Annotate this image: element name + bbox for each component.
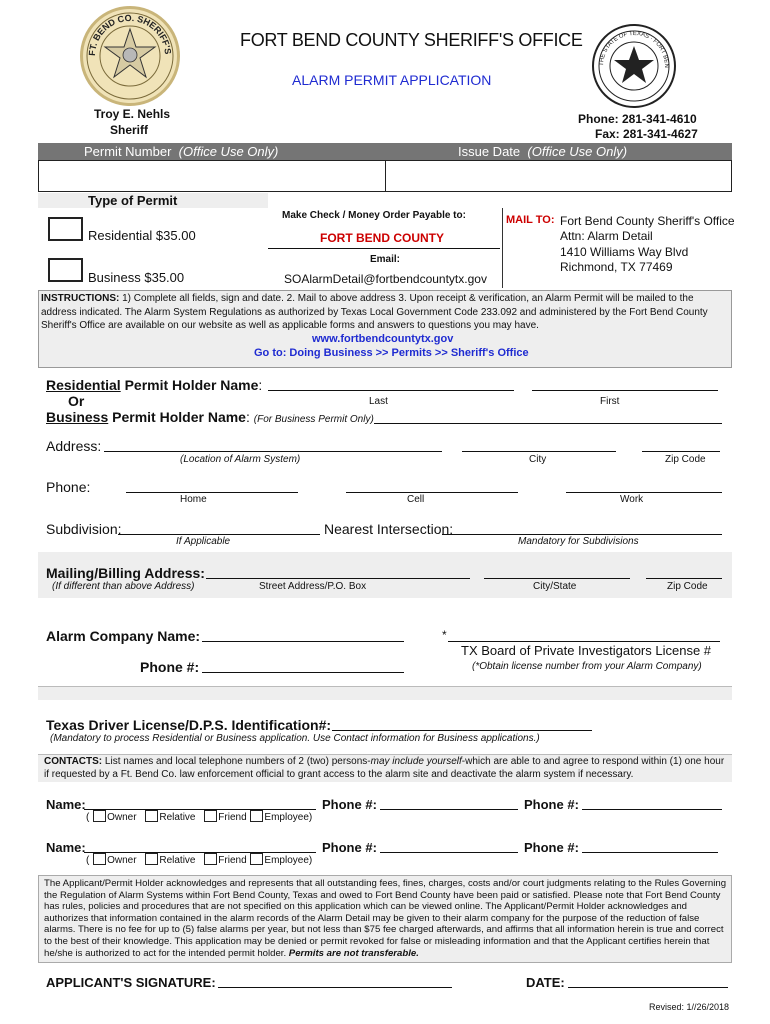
payable-divider bbox=[268, 248, 500, 249]
payable-label: Make Check / Money Order Payable to: bbox=[282, 210, 466, 221]
sheriff-title: Sheriff bbox=[110, 123, 149, 137]
contact1-phone2-label: Phone #: bbox=[524, 797, 579, 812]
residential-checkbox[interactable] bbox=[48, 217, 83, 241]
dl-note: (Mandatory to process Residential or Business application. Use Contact information for Business applications.) bbox=[50, 733, 540, 744]
or-label: Or bbox=[68, 393, 85, 409]
goto-path: Go to: Doing Business >> Permits >> Sheriff's Office bbox=[254, 347, 529, 359]
work-caption: Work bbox=[620, 494, 644, 505]
subdivision-label: Subdivision: bbox=[46, 521, 122, 537]
subdivision-field[interactable] bbox=[118, 534, 320, 535]
relative-checkbox[interactable] bbox=[145, 853, 158, 865]
contact2-name-label: Name: bbox=[46, 840, 86, 855]
email-address[interactable]: SOAlarmDetail@fortbendcountytx.gov bbox=[284, 272, 487, 286]
signature-field[interactable] bbox=[218, 987, 452, 988]
contact2-phone2-label: Phone #: bbox=[524, 840, 579, 855]
residential-label: Residential $35.00 bbox=[88, 228, 196, 243]
contact1-relationship: ( Owner Relative Friend Employee) bbox=[86, 812, 313, 823]
signature-label: APPLICANT'S SIGNATURE: bbox=[46, 975, 216, 990]
revised-date: Revised: 1//26/2018 bbox=[649, 1002, 730, 1012]
contact1-phone2-field[interactable] bbox=[582, 809, 722, 810]
mail-address-line: Attn: Alarm Detail bbox=[560, 229, 653, 243]
email-label: Email: bbox=[370, 254, 401, 265]
first-caption: First bbox=[600, 396, 620, 407]
date-field[interactable] bbox=[568, 987, 728, 988]
mailing-label: Mailing/Billing Address: bbox=[46, 565, 205, 581]
home-caption: Home bbox=[180, 494, 207, 505]
permit-number-field[interactable] bbox=[38, 160, 386, 192]
mail-address-line: Richmond, TX 77469 bbox=[560, 260, 673, 274]
business-holder-label: Business Permit Holder Name: (For Business Permit Only) bbox=[46, 409, 374, 425]
date-label: DATE: bbox=[526, 975, 565, 990]
zip-caption: Zip Code bbox=[665, 454, 706, 465]
mail-address-line: 1410 Williams Way Blvd bbox=[560, 245, 689, 259]
owner-checkbox[interactable] bbox=[93, 810, 106, 822]
dl-label: Texas Driver License/D.P.S. Identification#: bbox=[46, 717, 332, 733]
residential-holder-label: Residential Permit Holder Name: bbox=[46, 377, 263, 393]
svg-text:FT. BEND CO. SHERIFF'S OFFICE: FT. BEND CO. SHERIFF'S bbox=[86, 12, 174, 57]
street-caption: Street Address/P.O. Box bbox=[259, 581, 367, 592]
mail-address-line: Fort Bend County Sheriff's Office bbox=[560, 214, 735, 228]
cell-caption: Cell bbox=[407, 494, 425, 505]
contact2-phone2-field[interactable] bbox=[582, 852, 718, 853]
texas-star-icon bbox=[594, 26, 674, 106]
contact1-phone-field[interactable] bbox=[380, 809, 518, 810]
instructions-text: INSTRUCTIONS: 1) Complete all fields, sign and date. 2. Mail to above address 3. Upon receipt & verification, an Alarm Permit will be mailed to the address indicated. The Alarm System Regulations as authorized by Texas Local Government Code 233.092 and administered by the Fort Bend County Sheriff's Office are available on our website as well as applicable forms and answers to questions you may have. bbox=[41, 293, 708, 331]
location-caption: (Location of Alarm System) bbox=[180, 454, 301, 465]
sheriff-seal-logo bbox=[80, 6, 180, 106]
website-link[interactable]: www.fortbendcountytx.gov bbox=[312, 333, 454, 345]
type-of-permit-heading: Type of Permit bbox=[88, 193, 178, 208]
city-field[interactable] bbox=[462, 451, 616, 452]
contact2-phone-label: Phone #: bbox=[322, 840, 377, 855]
permit-number-label: Permit Number (Office Use Only) bbox=[84, 144, 279, 159]
if-applicable-caption: If Applicable bbox=[176, 536, 231, 547]
sheriff-name: Troy E. Nehls bbox=[94, 107, 171, 121]
relative-checkbox[interactable] bbox=[145, 810, 158, 822]
acknowledgement-text: The Applicant/Permit Holder acknowledges and represents that all outstanding fees, fines, charges, costs and/or court judgments relating to the Rules Governing the Regulation of Alarm Systems within Fort Bend County, Texas and owed to Fort Bend County have been paid or satisfied. Please note that Fort Bend County has rules, policies and procedures that are not specified on this application which can be viewed online. The Applicant/Permit Holder acknowledges and authorizes that information contained in the alarm records of the Alarm Detail may be given to their alarm company for the purpose of the reduction of false alarms. There is no fee for up to (5) false alarms per year, but not less than $75 fee charged afterwards, and affirms that all information herein is true and correct to the best of their knowledge. This application may be denied or permit revoked for false or misleading information and that the Applicant certifies herein that he/she is authorized to act for the intended permit holder. Permits are not transferable. bbox=[44, 878, 727, 959]
contact1-name-label: Name: bbox=[46, 797, 86, 812]
zip-field[interactable] bbox=[642, 451, 720, 452]
contacts-text: CONTACTS: List names and local telephone numbers of 2 (two) persons-may include yourself-which are able to and agree to respond within (1) one hour if requested by a Ft. Bend Co. law enforcement official to grant access to the alarm site and deactivate the alarm system if necessary. bbox=[44, 756, 725, 780]
business-checkbox[interactable] bbox=[48, 258, 83, 282]
mailing-city-field[interactable] bbox=[484, 578, 630, 579]
mailing-zip-field[interactable] bbox=[646, 578, 722, 579]
dl-field[interactable] bbox=[332, 730, 592, 731]
owner-checkbox[interactable] bbox=[93, 853, 106, 865]
alarm-company-field[interactable] bbox=[202, 641, 404, 642]
business-name-field[interactable] bbox=[374, 423, 722, 424]
employee-checkbox[interactable] bbox=[250, 810, 263, 822]
spacer-shade bbox=[38, 686, 732, 700]
license-note: (*Obtain license number from your Alarm Company) bbox=[472, 661, 702, 672]
alarm-phone-field[interactable] bbox=[202, 672, 404, 673]
mandatory-caption: Mandatory for Subdivisions bbox=[518, 536, 639, 547]
friend-checkbox[interactable] bbox=[204, 810, 217, 822]
last-name-field[interactable] bbox=[268, 390, 514, 391]
address-field[interactable] bbox=[104, 451, 442, 452]
alarm-phone-label: Phone #: bbox=[140, 659, 200, 675]
form-title: ALARM PERMIT APPLICATION bbox=[292, 72, 492, 88]
license-number-field[interactable] bbox=[448, 641, 720, 642]
phone-number: Phone: 281-341-4610 bbox=[578, 112, 697, 126]
address-label: Address: bbox=[46, 438, 102, 454]
sheriff-star-icon bbox=[83, 9, 177, 103]
mailing-street-field[interactable] bbox=[206, 578, 470, 579]
cell-phone-field[interactable] bbox=[346, 492, 518, 493]
home-phone-field[interactable] bbox=[126, 492, 298, 493]
friend-checkbox[interactable] bbox=[204, 853, 217, 865]
issue-date-field[interactable] bbox=[385, 160, 732, 192]
issue-date-label: Issue Date (Office Use Only) bbox=[458, 144, 628, 159]
payable-to: FORT BEND COUNTY bbox=[320, 231, 444, 245]
intersection-field[interactable] bbox=[442, 534, 722, 535]
contact1-phone-label: Phone #: bbox=[322, 797, 377, 812]
business-label: Business $35.00 bbox=[88, 270, 185, 285]
alarm-company-label: Alarm Company Name: bbox=[46, 628, 201, 644]
license-star: * bbox=[442, 628, 447, 642]
work-phone-field[interactable] bbox=[566, 492, 722, 493]
employee-checkbox[interactable] bbox=[250, 853, 263, 865]
fax-number: Fax: 281-341-4627 bbox=[595, 127, 698, 141]
contact2-relationship: ( Owner Relative Friend Employee) bbox=[86, 855, 313, 866]
city-caption: City bbox=[529, 454, 547, 465]
mail-to-label: MAIL TO: bbox=[506, 214, 555, 226]
contact2-phone-field[interactable] bbox=[380, 852, 518, 853]
citystate-caption: City/State bbox=[533, 581, 577, 592]
agency-title: FORT BEND COUNTY SHERIFF'S OFFICE bbox=[240, 30, 583, 50]
license-label: TX Board of Private Investigators License # bbox=[461, 643, 712, 658]
mailing-note: (If different than above Address) bbox=[52, 581, 195, 592]
intersection-label: Nearest Intersection: bbox=[324, 521, 454, 537]
first-name-field[interactable] bbox=[532, 390, 718, 391]
svg-text:THE STATE OF TEXAS · FORT BEND: THE STATE OF TEXAS · FORT BEN bbox=[598, 30, 670, 68]
county-seal-logo bbox=[592, 24, 676, 108]
phone-label: Phone: bbox=[46, 479, 91, 495]
last-caption: Last bbox=[369, 396, 388, 407]
mailing-zip-caption: Zip Code bbox=[667, 581, 708, 592]
